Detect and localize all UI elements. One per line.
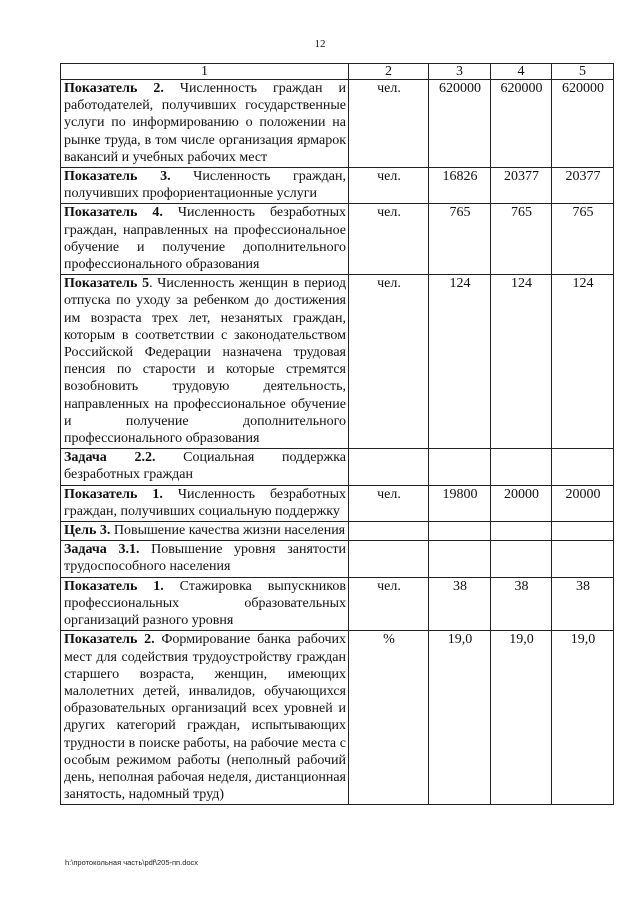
indicator-text: Численность граждан и работодателей, получивших государственные услуги по информированию о положении на рынке труда, в том числе организация ярмарок вакансий и учебных рабочих мест — [64, 81, 346, 165]
value-cell: 38 — [429, 577, 491, 631]
value-cell: 19800 — [429, 485, 491, 521]
value-cell: 20377 — [552, 168, 614, 204]
indicator-description — [61, 522, 349, 541]
unit-cell: чел. — [349, 168, 429, 204]
indicator-description — [61, 204, 349, 275]
table-row — [61, 541, 614, 577]
table-row — [61, 577, 614, 631]
indicator-label: Показатель 2. — [64, 81, 164, 96]
indicator-label: Показатель 1. — [64, 578, 164, 594]
table-row — [61, 449, 614, 485]
column-header: 4 — [491, 64, 552, 80]
indicators-table — [60, 63, 614, 805]
column-header: 5 — [552, 64, 614, 80]
value-cell: 20000 — [491, 485, 552, 521]
table-header-row — [61, 64, 614, 80]
indicator-description — [61, 577, 349, 631]
indicator-text: Стажировка выпускников профессиональных образовательных организаций разного уровня — [64, 578, 347, 629]
table-row — [61, 631, 614, 805]
file-path-footer: h:\протокольная часть\pdf\205-пп.docx — [65, 858, 199, 867]
unit-cell: чел. — [349, 577, 429, 631]
indicator-text: Социальная поддержка безработных граждан — [64, 450, 346, 483]
value-cell: 124 — [491, 275, 552, 449]
value-cell: 620000 — [552, 80, 614, 168]
indicator-label: Цель 3. — [64, 523, 111, 539]
value-cell — [429, 522, 491, 541]
unit-cell: чел. — [349, 204, 429, 275]
indicator-text: Повышение качества жизни населения — [110, 523, 346, 539]
indicator-label: Показатель 4. — [64, 205, 163, 221]
unit-cell: чел. — [349, 275, 429, 449]
value-cell — [429, 449, 491, 485]
value-cell — [491, 449, 552, 485]
value-cell: 16826 — [429, 168, 491, 204]
value-cell: 19,0 — [429, 631, 491, 805]
value-cell: 620000 — [429, 80, 491, 168]
value-cell — [491, 541, 552, 577]
value-cell: 38 — [491, 577, 552, 631]
value-cell: 765 — [429, 204, 491, 275]
value-cell: 19,0 — [552, 631, 614, 805]
value-cell — [552, 541, 614, 577]
indicator-label: Показатель 5 — [64, 276, 150, 292]
table-row — [61, 80, 614, 168]
page-number: 12 — [314, 38, 326, 50]
indicator-label: Показатель 1. — [64, 486, 163, 502]
unit-cell: % — [349, 631, 429, 805]
column-header: 3 — [429, 64, 491, 80]
value-cell: 620000 — [491, 80, 552, 168]
value-cell: 38 — [552, 577, 614, 631]
indicator-text: . Численность женщин в период отпуска по уходу за ребенком до достижения им возраста трех лет, незанятых граждан, которым в соответствии с законодательством Российской Федерации назначена трудовая пенсия по старости и которые стремятся возобновить трудовую деятельность, направленных на профессиональное обучение и получение дополнительного профессионального образования — [64, 276, 346, 447]
value-cell: 124 — [429, 275, 491, 449]
unit-cell — [349, 541, 429, 577]
indicator-description — [61, 275, 349, 449]
indicator-text: Численность безработных граждан, получивших социальную поддержку — [64, 486, 347, 519]
value-cell: 19,0 — [491, 631, 552, 805]
value-cell: 20377 — [491, 168, 552, 204]
indicator-description — [61, 485, 349, 521]
table-row — [61, 485, 614, 521]
value-cell — [552, 449, 614, 485]
indicator-label: Задача 3.1. — [64, 542, 140, 558]
indicator-description — [61, 631, 349, 805]
unit-cell: чел. — [349, 485, 429, 521]
value-cell — [491, 522, 552, 541]
indicator-text: Численность граждан, получивших профориентационные услуги — [64, 169, 347, 202]
table-row — [61, 204, 614, 275]
indicator-description — [61, 80, 349, 168]
value-cell: 765 — [491, 204, 552, 275]
unit-cell: чел. — [349, 80, 429, 168]
column-header: 2 — [349, 64, 429, 80]
indicator-text: Формирование банка рабочих мест для содействия трудоустройству граждан старшего возраста, женщин, имеющих малолетних детей, инвалидов, обучающихся образовательных организаций всех уровней и других категорий граждан, испытывающих трудности в поиске работы, на рабочие места с особым режимом работы (неполный рабочий день, неполная рабочая неделя, дистанционная занятость, надомный труд) — [64, 632, 347, 803]
indicator-text: Повышение уровня занятости трудоспособного населения — [64, 542, 346, 575]
indicator-description — [61, 168, 349, 204]
value-cell: 124 — [552, 275, 614, 449]
value-cell: 20000 — [552, 485, 614, 521]
value-cell — [552, 522, 614, 541]
indicator-label: Показатель 3. — [64, 169, 171, 185]
value-cell — [429, 541, 491, 577]
indicator-text: Численность безработных граждан, направленных на профессиональное обучение и получение дополнительного профессионального образования — [64, 205, 347, 273]
column-header: 1 — [61, 64, 349, 80]
indicator-label: Показатель 2. — [64, 632, 155, 648]
unit-cell — [349, 449, 429, 485]
table-row — [61, 275, 614, 449]
table-row — [61, 522, 614, 541]
indicator-label: Задача 2.2. — [64, 450, 156, 466]
indicator-description — [61, 449, 349, 485]
unit-cell — [349, 522, 429, 541]
value-cell: 765 — [552, 204, 614, 275]
indicator-description — [61, 541, 349, 577]
table-row — [61, 168, 614, 204]
